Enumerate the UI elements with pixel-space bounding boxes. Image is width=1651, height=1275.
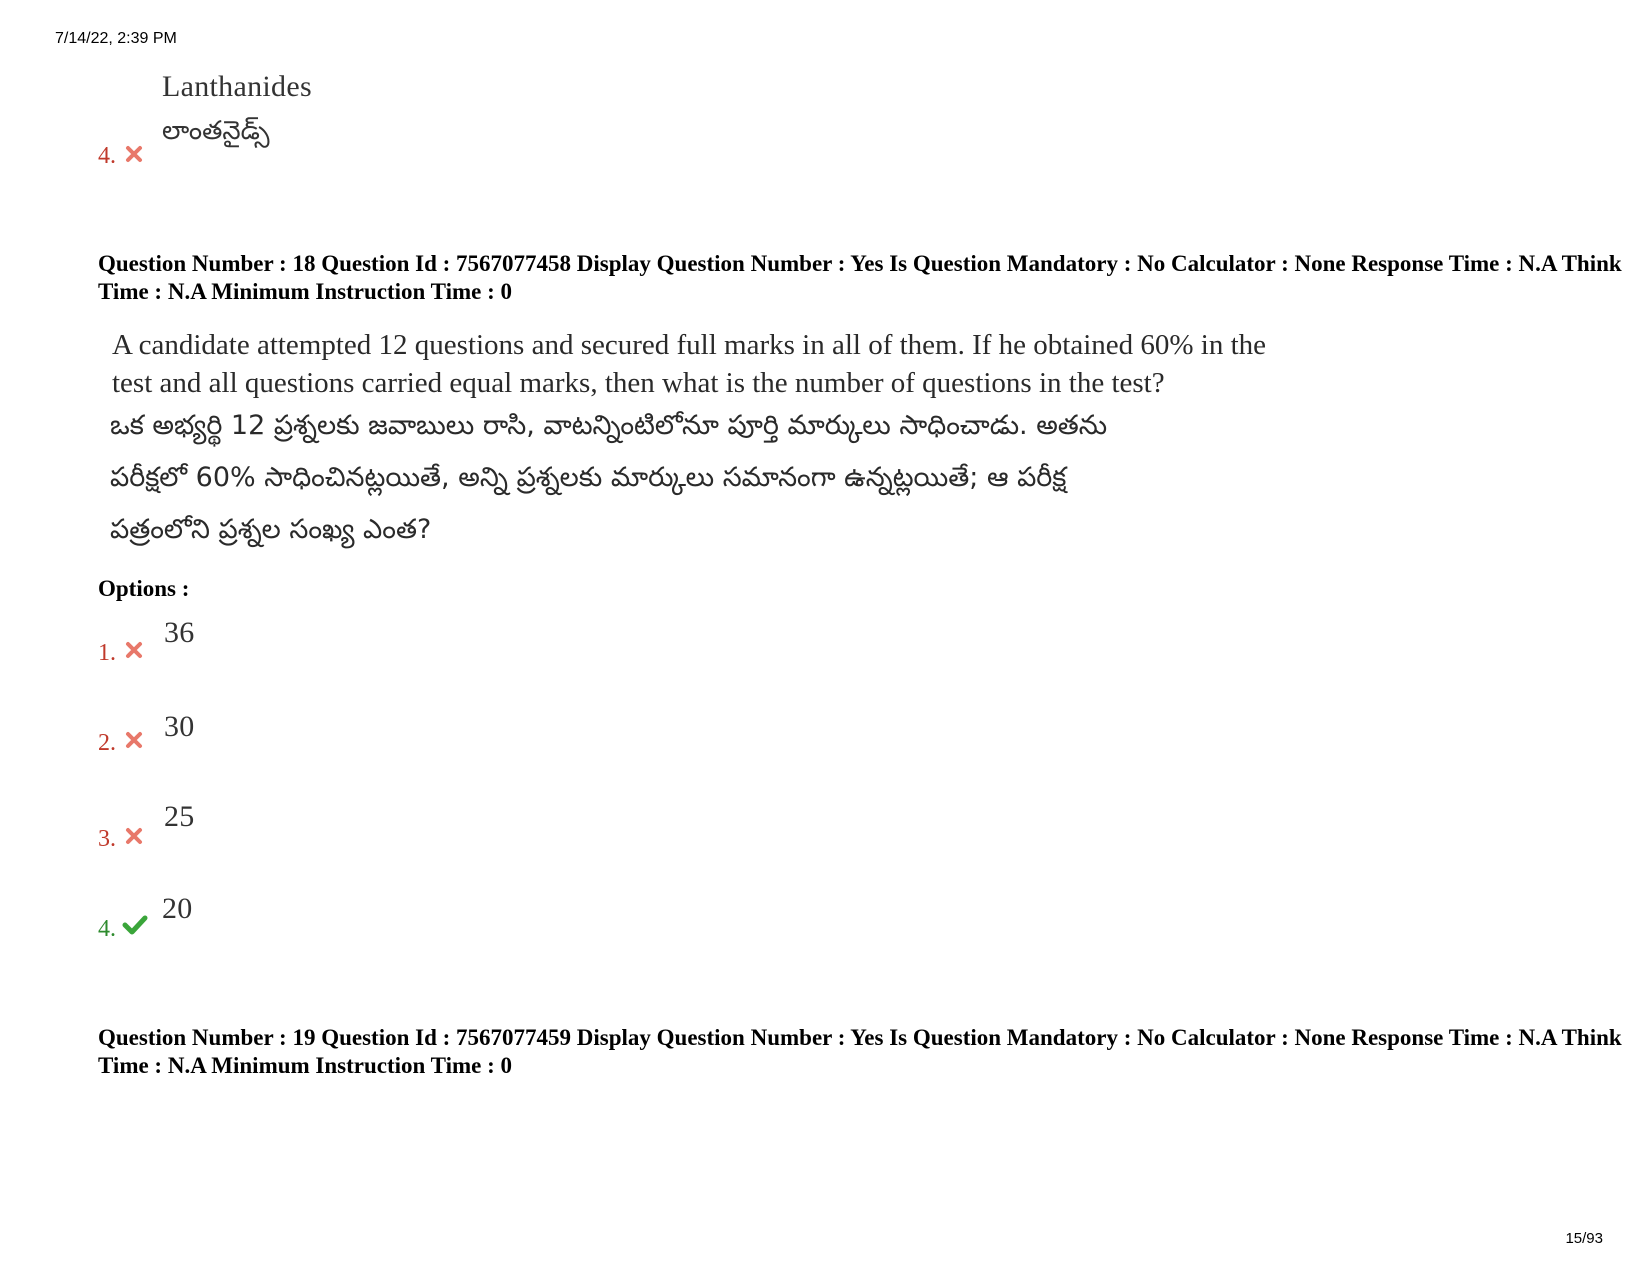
prev-option-4-text-en: Lanthanides xyxy=(162,70,312,103)
option-3-text: 25 xyxy=(164,800,195,833)
question-18-body-en-line2: test and all questions carried equal marks, then what is the number of questions in the test? xyxy=(112,367,1165,399)
question-18-header: Question Number : 18 Question Id : 7567077458 Display Question Number : Yes Is Question Mandatory : No Calculator : None Response Time : N.A Think Time : N.A Minimum Instruction Time : 0 xyxy=(98,251,1622,304)
cross-icon xyxy=(124,144,144,164)
question-18-body-te-line3: పత్రంలోని ప్రశ్నల సంఖ్య ఎంత? xyxy=(110,514,432,545)
check-icon xyxy=(122,914,148,936)
cross-icon xyxy=(124,826,144,846)
option-4-text: 20 xyxy=(162,892,193,925)
cross-icon xyxy=(124,640,144,660)
option-2-text: 30 xyxy=(164,710,195,743)
question-19-header: Question Number : 19 Question Id : 7567077459 Display Question Number : Yes Is Question Mandatory : No Calculator : None Response Time : N.A Think Time : N.A Minimum Instruction Time : 0 xyxy=(98,1025,1622,1078)
question-18-body-en-line1: A candidate attempted 12 questions and secured full marks in all of them. If he obtained 60% in the xyxy=(112,329,1267,361)
question-18-body-te-line1: ఒక అభ్యర్థి 12 ప్రశ్నలకు జవాబులు రాసి, వాటన్నింటిలోనూ పూర్తి మార్కులు సాధించాడు. అతను xyxy=(110,410,1108,441)
question-18-body-te-line2: పరీక్షలో 60% సాధించినట్లయితే, అన్ని ప్రశ్నలకు మార్కులు సమానంగా ఉన్నట్లయితే; ఆ పరీక్ష xyxy=(110,462,1067,493)
option-2-number: 2. xyxy=(98,730,116,756)
page-number: 15/93 xyxy=(1565,1230,1603,1247)
option-3-number: 3. xyxy=(98,826,116,852)
prev-option-4-text-te: లాంతనైడ్స్ xyxy=(162,116,270,146)
print-timestamp: 7/14/22, 2:39 PM xyxy=(55,30,177,47)
cross-icon xyxy=(124,730,144,750)
options-label: Options : xyxy=(98,576,190,601)
option-1-number: 1. xyxy=(98,640,116,666)
prev-option-4-number: 4. xyxy=(98,143,116,169)
option-4-number: 4. xyxy=(98,916,116,942)
option-1-text: 36 xyxy=(164,616,195,649)
